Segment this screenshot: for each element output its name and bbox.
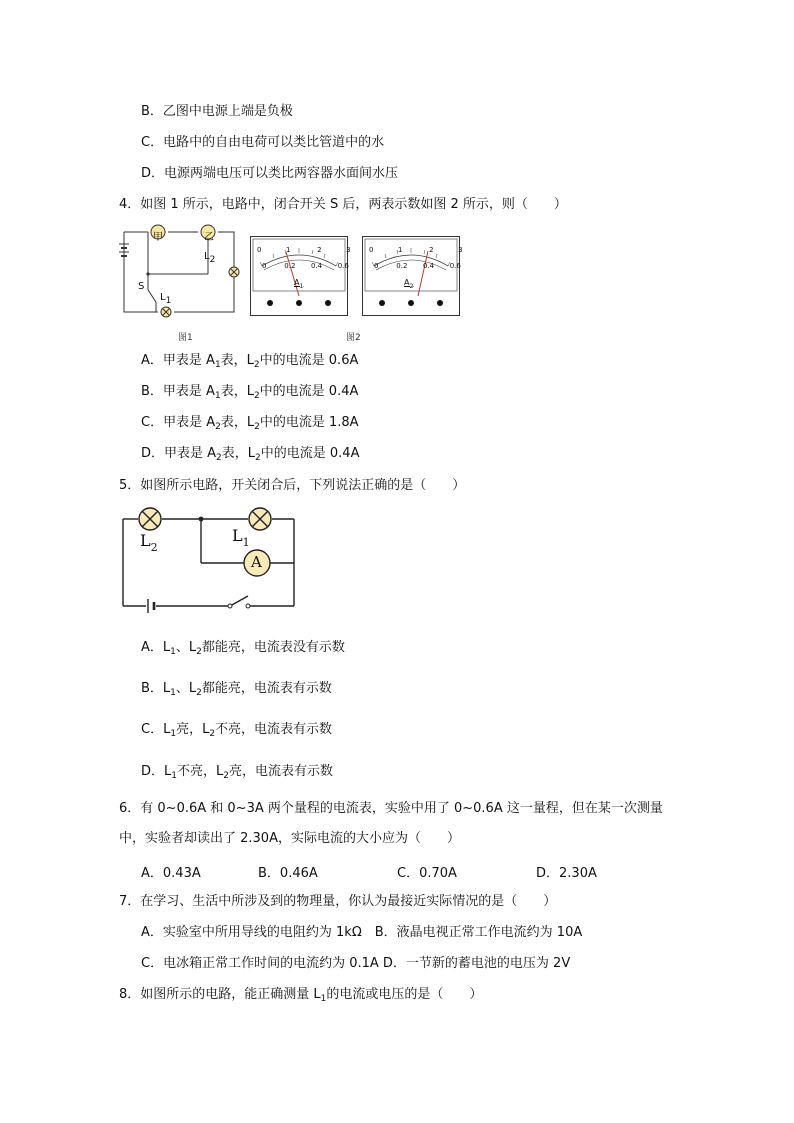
q4-figure1-circuit [118,222,248,322]
q6-stem-line1: 6．有 0~0.6A 和 0~3A 两个量程的电流表，实验中用了 0~0.6A 这一量程，但在某一次测量 [119,801,663,816]
label-s: S [138,281,145,292]
ammeter-label: A [251,553,262,571]
q5-option-a: A．$L_1$、$L_2$都能亮，电流表没有示数 [141,640,345,657]
label-l2: L2 [204,251,216,265]
q5-option-c: C．$L_1$亮，$L_2$不亮，电流表有示数 [141,722,333,739]
option-text: 乙图中电源上端是负极 [162,104,293,119]
label-l1: L1 [160,292,172,306]
q7-stem: 7．在学习、生活中所涉及到的物理量，你认为最接近实际情况的是（ ） [119,894,557,909]
a1-label: $A_1$ [294,278,304,290]
q4-option-d: D．甲表是 $A_2$表，$L_2$中的电流是 0.4A [141,446,360,463]
a2-label: $A_2$ [404,278,414,290]
label-yi: 乙 [204,232,214,243]
a2-bottom-scale: 0 0.2 0.4 0.6 [374,262,461,270]
figure1-caption: 图1 [178,333,193,343]
q7-options-row1: A．实验室中所用导线的电阻约为 1kΩ B．液晶电视正常工作电流约为 10A [141,925,583,940]
figure2-caption: 图2 [346,333,361,343]
q6-option-d: D．2.30A [536,866,597,881]
label-jia: 甲 [153,232,163,243]
q6-stem-line2: 中，实验者却读出了 2.30A，实际电流的大小应为（ ） [119,831,460,846]
q3-option-c [141,135,384,151]
option-letter: D． [141,166,165,181]
a1-top-scale: 0 1 2 3 [257,246,351,254]
q5-label-l2: $L_2$ [140,531,158,554]
q4-option-a: A．甲表是 $A_1$表，$L_2$中的电流是 0.6A [141,353,359,370]
q8-stem: 8．如图所示的电路，能正确测量 $L_1$的电流或电压的是（ ） [119,987,483,1004]
q5-circuit-diagram [120,506,300,610]
option-text: 电源两端电压可以类比两容器水面间水压 [164,166,399,181]
option-letter: B． [141,104,163,119]
q6-option-a: A．0.43A [141,866,201,881]
q3-option-b [141,104,293,120]
q6-option-c: C．0.70A [397,866,457,881]
q4-stem: 4．如图 1 所示，电路中，闭合开关 S 后，两表示数如图 2 所示，则（ ） [119,197,567,212]
option-text: 电路中的自由电荷可以类比管道中的水 [163,135,385,150]
q7-options-row2: C．电冰箱正常工作时间的电流约为 0.1A D．一节新的蓄电池的电压为 2V [141,956,571,971]
q5-option-b: B．$L_1$、$L_2$都能亮，电流表有示数 [141,681,332,698]
q5-label-l1: $L_1$ [232,526,250,549]
q5-stem: 5．如图所示电路，开关闭合后，下列说法正确的是（ ） [119,478,466,493]
a2-top-scale: 0 1 2 3 [369,246,463,254]
q5-option-d: D．$L_1$不亮，$L_2$亮，电流表有示数 [141,764,333,781]
option-letter: C． [141,135,164,150]
q6-option-b: B．0.46A [258,866,318,881]
a1-bottom-scale: 0 0.2 0.4 0.6 [262,262,349,270]
q3-option-d [141,166,398,182]
q4-option-c: C．甲表是 $A_2$表，$L_2$中的电流是 1.8A [141,415,359,432]
q4-option-b: B．甲表是 $A_1$表，$L_2$中的电流是 0.4A [141,384,359,401]
